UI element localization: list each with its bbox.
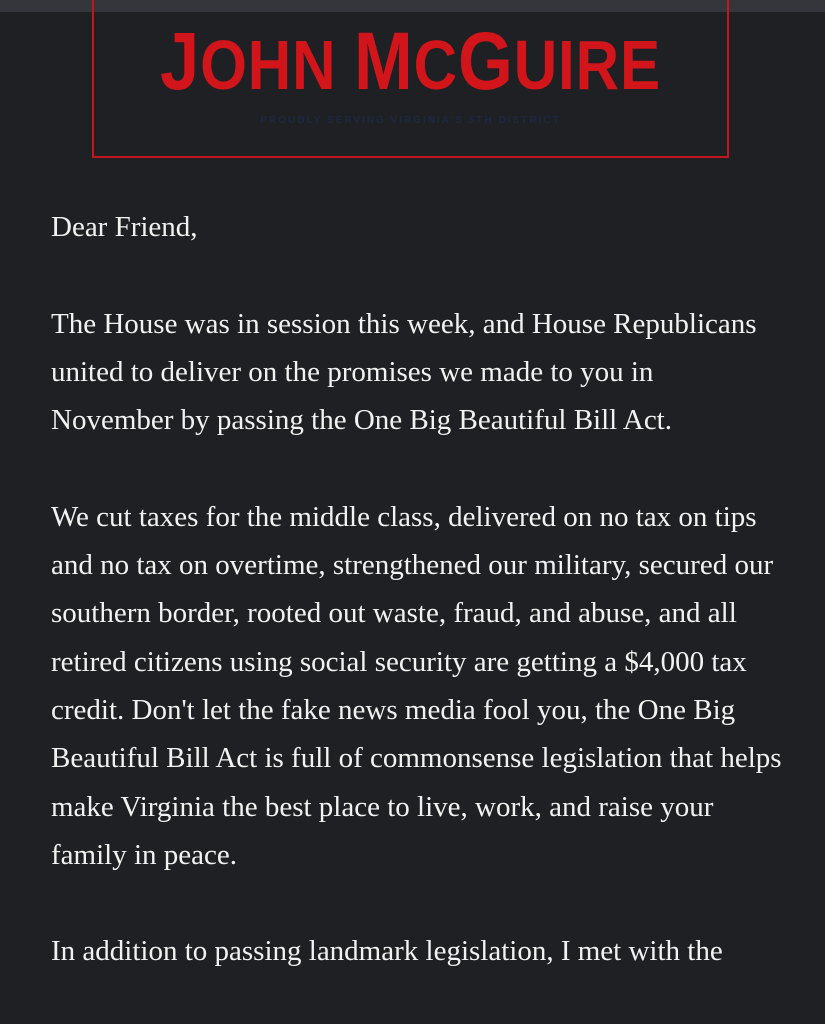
logo-initial-j: J [159, 16, 201, 107]
newsletter-header-banner [92, 0, 729, 158]
body-paragraph: The House was in session this week, and House Republicans united to deliver on the promises we made to you in November by passing the One Big Beautiful Bill Act. [51, 307, 757, 437]
newsletter-body [51, 203, 783, 1024]
header-subtitle: PROUDLY SERVING VIRGINIA'S 5TH DISTRICT [260, 115, 561, 126]
body-paragraph: We cut taxes for the middle class, delivered on no tax on tips and no tax on overtime, strengthened our military, secured our southern border, rooted out waste, fraud, and abuse, and all retired citizens using social security are getting a $4,000 tax credit. Don't let the fake news media fool you, the One Big Beautiful Bill Act is full of commonsense legislation that helps make Virginia the best place to live, work, and raise your family in peace. [51, 500, 782, 871]
logo-last-name-middle: C [413, 26, 458, 104]
greeting-text: Dear Friend, [51, 211, 198, 243]
logo-initial-g: G [457, 16, 514, 107]
body-paragraph-partial: In addition to passing landmark legislation, I met with the [51, 935, 723, 968]
header-logo-name [138, 16, 682, 107]
logo-last-name-rest: UIRE [513, 26, 661, 104]
logo-initial-m: M [354, 16, 414, 107]
logo-first-name-rest: OHN [200, 26, 337, 104]
